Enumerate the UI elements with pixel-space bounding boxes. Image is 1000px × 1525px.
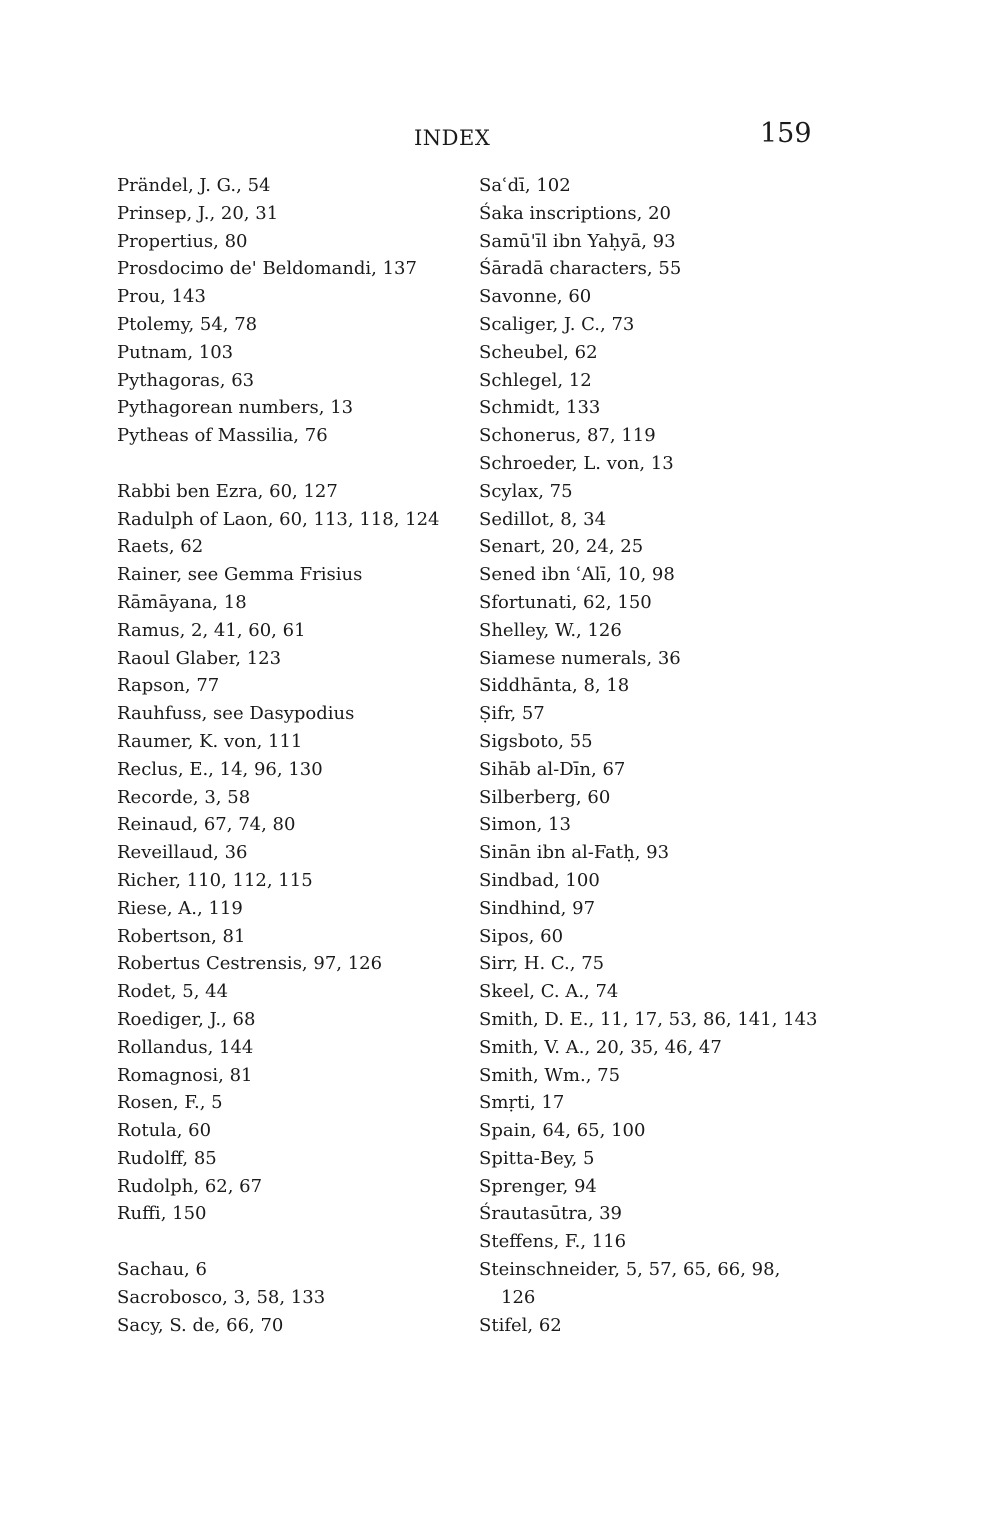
page-header xyxy=(0,118,1000,164)
index-entry: Steffens, F., 116 xyxy=(479,1231,627,1253)
index-entry: Simon, 13 xyxy=(479,814,571,836)
index-entry: Prändel, J. G., 54 xyxy=(117,175,271,196)
index-entry: Sigsboto, 55 xyxy=(479,730,593,752)
index-entry: Putnam, 103 xyxy=(117,341,234,363)
index-entry: Ramus, 2, 41, 60, 61 xyxy=(117,619,306,641)
index-entry: Sihāb al-Dīn, 67 xyxy=(479,758,626,780)
index-entry: Smith, Wm., 75 xyxy=(479,1064,621,1086)
index-entry: Steinschneider, 5, 57, 65, 66, 98, xyxy=(479,1259,781,1281)
index-entry: Scaliger, J. C., 73 xyxy=(479,313,635,335)
index-entry: Senart, 20, 24, 25 xyxy=(479,536,644,558)
index-entry: Smith, V. A., 20, 35, 46, 47 xyxy=(479,1036,722,1058)
index-entry: Recorde, 3, 58 xyxy=(117,786,251,808)
index-entry: Sindhind, 97 xyxy=(479,897,596,919)
index-entry: Ptolemy, 54, 78 xyxy=(117,313,258,335)
index-entry: Riese, A., 119 xyxy=(117,897,243,919)
index-entry: Śrautasūtra, 39 xyxy=(479,1203,622,1225)
index-entry: Raumer, K. von, 111 xyxy=(117,730,303,752)
index-entry: Reinaud, 67, 74, 80 xyxy=(117,814,296,836)
index-entry: Sprenger, 94 xyxy=(479,1175,597,1197)
index-entry: Sachau, 6 xyxy=(117,1259,207,1281)
index-entry: Saʿdī, 102 xyxy=(479,175,571,196)
index-entry: Sacy, S. de, 66, 70 xyxy=(117,1314,284,1336)
index-entry: Prosdocimo de' Beldomandi, 137 xyxy=(117,258,417,280)
index-entry: Pytheas of Massilia, 76 xyxy=(117,425,328,447)
index-entry-continuation: 126 xyxy=(501,1286,536,1308)
index-entry: Silberberg, 60 xyxy=(479,786,611,808)
index-entry: Stifel, 62 xyxy=(479,1314,562,1336)
index-entry: Spitta-Bey, 5 xyxy=(479,1147,595,1169)
index-entry: Prou, 143 xyxy=(117,286,206,308)
index-entry: Richer, 110, 112, 115 xyxy=(117,869,313,891)
index-entry: Sfortunati, 62, 150 xyxy=(479,591,652,613)
index-entry: Rudolph, 62, 67 xyxy=(117,1175,263,1197)
index-entry: Reveillaud, 36 xyxy=(117,842,248,864)
index-entry: Rainer, see Gemma Frisius xyxy=(117,564,363,586)
index-entry: Rudolff, 85 xyxy=(117,1147,217,1169)
index-entry: Ruffi, 150 xyxy=(117,1203,207,1225)
index-entry: Robertson, 81 xyxy=(117,925,246,947)
index-entry: Rotula, 60 xyxy=(117,1120,212,1142)
index-entry: Pythagorean numbers, 13 xyxy=(117,397,354,419)
index-entry: Scylax, 75 xyxy=(479,480,573,502)
index-entry: Roediger, J., 68 xyxy=(117,1008,256,1030)
index-column-right xyxy=(479,172,824,1339)
index-entry: Skeel, C. A., 74 xyxy=(479,981,619,1003)
index-entry: Śaka inscriptions, 20 xyxy=(479,202,671,224)
index-entry: Schmidt, 133 xyxy=(479,397,601,419)
index-entry: Spain, 64, 65, 100 xyxy=(479,1120,646,1142)
index-entry: Savonne, 60 xyxy=(479,286,592,308)
running-title: INDEX xyxy=(414,126,491,150)
index-entry: Prinsep, J., 20, 31 xyxy=(117,202,279,224)
index-entry: Schonerus, 87, 119 xyxy=(479,425,656,447)
index-entry: Sedillot, 8, 34 xyxy=(479,508,607,530)
index-entry: Sirr, H. C., 75 xyxy=(479,953,605,975)
index-entry: Rodet, 5, 44 xyxy=(117,981,229,1003)
index-entry: Shelley, W., 126 xyxy=(479,619,622,641)
index-entry: Scheubel, 62 xyxy=(479,341,598,363)
index-entry: Sipos, 60 xyxy=(479,925,564,947)
index-entry: Romagnosi, 81 xyxy=(117,1064,253,1086)
index-entry: Smith, D. E., 11, 17, 53, 86, 141, 143 xyxy=(479,1008,818,1030)
index-column-left xyxy=(117,172,462,1339)
index-entry: Siddhānta, 8, 18 xyxy=(479,675,630,697)
index-entry: Śāradā characters, 55 xyxy=(479,258,682,280)
index-entry: Samū'īl ibn Yaḥyā, 93 xyxy=(479,230,676,252)
index-entry: Rollandus, 144 xyxy=(117,1036,254,1058)
index-entry: Ṣifr, 57 xyxy=(479,703,545,725)
index-entry: Robertus Cestrensis, 97, 126 xyxy=(117,953,383,975)
index-entry: Radulph of Laon, 60, 113, 118, 124 xyxy=(117,508,440,530)
index-entry: Sened ibn ʿAlī, 10, 98 xyxy=(479,564,675,586)
index-entry: Sacrobosco, 3, 58, 133 xyxy=(117,1286,326,1308)
index-entry: Schroeder, L. von, 13 xyxy=(479,452,674,474)
index-entry: Rauhfuss, see Dasypodius xyxy=(117,703,355,725)
index-entry: Schlegel, 12 xyxy=(479,369,592,391)
index-entry: Rāmāyana, 18 xyxy=(117,591,247,613)
index-entry: Propertius, 80 xyxy=(117,230,248,252)
index-entry: Sindbad, 100 xyxy=(479,869,600,891)
index-entry: Raets, 62 xyxy=(117,536,204,558)
index-entry: Reclus, E., 14, 96, 130 xyxy=(117,758,323,780)
index-entry: Rapson, 77 xyxy=(117,675,220,697)
index-entry: Siamese numerals, 36 xyxy=(479,647,681,669)
index-entry: Raoul Glaber, 123 xyxy=(117,647,282,669)
index-entry: Smṛti, 17 xyxy=(479,1092,565,1114)
index-entry: Pythagoras, 63 xyxy=(117,369,255,391)
index-entry: Rabbi ben Ezra, 60, 127 xyxy=(117,480,338,502)
index-entry: Sinān ibn al-Fatḥ, 93 xyxy=(479,842,670,864)
page-number: 159 xyxy=(760,118,812,149)
index-entry: Rosen, F., 5 xyxy=(117,1092,223,1114)
